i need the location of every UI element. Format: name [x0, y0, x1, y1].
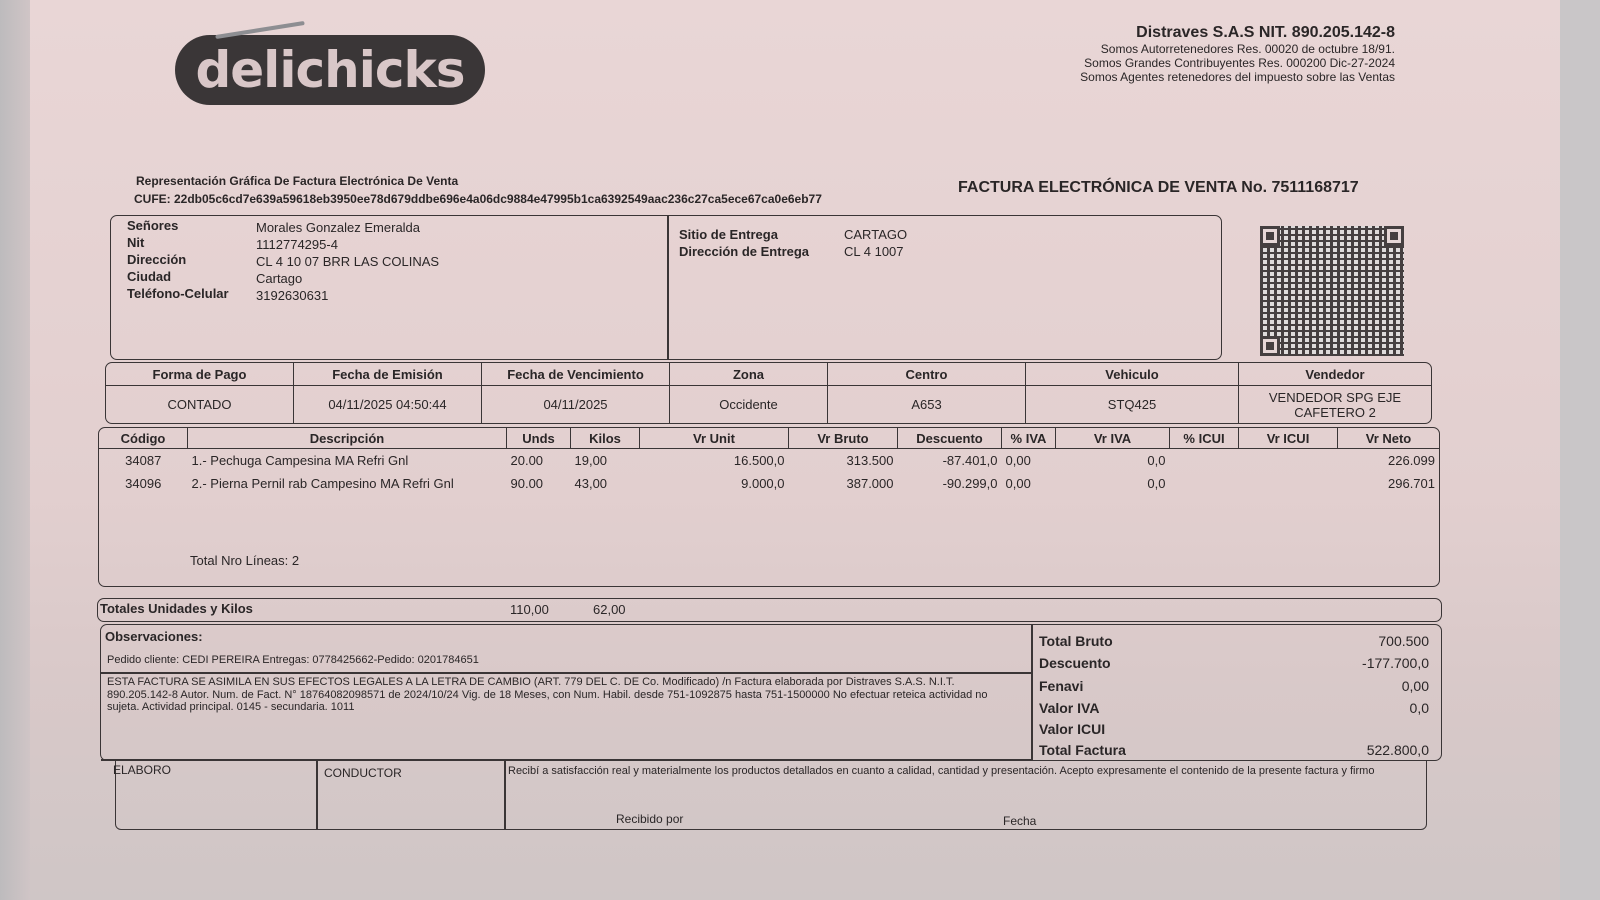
company-line: Somos Autorretenedores Res. 00020 de octubre 18/91.	[1100, 42, 1395, 56]
label-ciudad: Ciudad	[127, 269, 172, 284]
client-address: CL 4 10 07 BRR LAS COLINAS	[256, 254, 440, 269]
summary-value: 700.500	[1378, 633, 1429, 649]
header-pct-iva: % IVA	[1002, 428, 1056, 449]
summary-value: 0,00	[1401, 678, 1429, 694]
summary-total-factura	[1039, 742, 1429, 758]
codigo: 34087	[125, 453, 162, 468]
company-line: Somos Agentes retenedores del impuesto sobre las Ventas	[1080, 70, 1395, 84]
company-name: Distraves S.A.S NIT. 890.205.142-8	[1136, 24, 1395, 41]
logo-text: delichicks	[195, 41, 465, 99]
observations-legal: ESTA FACTURA SE ASIMILA EN SUS EFECTOS LEGALES A LA LETRA DE CAMBIO (ART. 779 DEL C. DE Co. Modificado) /n Factura elaborada por Distraves S.A.S. N.I.T. 890.205.142-8 Autor. Num. de Fact. N° 18764082098571 de 2024/10/24 Vig. de 18 Meses, con Num. Habil. desde 751-1092875 hasta 751-1500000 No efectuar reteica actividad no sujeta. Actividad principal. 0145 - secundaria. 1011	[107, 676, 988, 713]
unds: 90.00	[510, 476, 544, 491]
client-city: Cartago	[256, 271, 303, 286]
label-sitio-entrega: Sitio de Entrega	[679, 227, 778, 242]
client-name: Morales Gonzalez Emeralda	[256, 220, 421, 235]
observations-box	[100, 624, 1442, 761]
delivery-values	[844, 226, 907, 260]
label-senores: Señores	[127, 218, 179, 233]
pct-iva: 0,00	[1005, 453, 1031, 468]
elaboro-label: ELABORO	[113, 763, 172, 777]
label-telefono: Teléfono-Celular	[127, 286, 229, 301]
table-row	[99, 449, 1439, 473]
unds: 20.00	[510, 453, 544, 468]
summary-label: Descuento	[1039, 655, 1111, 671]
vr-icui	[1239, 472, 1338, 495]
client-phone: 3192630631	[256, 288, 329, 303]
codigo: 34096	[125, 476, 162, 491]
vr-bruto: 387.000	[846, 476, 894, 491]
header-fecha-vencimiento: Fecha de Vencimiento	[482, 363, 670, 386]
acceptance-text: Recibí a satisfacción real y materialmente los productos detallados en cuanto a calidad, cantidad y presentación. Acepto expresamente el contenido de la presente factura y firmo	[508, 765, 1375, 777]
header-forma-pago: Forma de Pago	[106, 363, 294, 386]
conductor-label: CONDUCTOR	[324, 766, 402, 780]
vendedor: VENDEDOR SPG EJE CAFETERO 2	[1268, 389, 1402, 420]
header-vehiculo: Vehiculo	[1026, 363, 1239, 386]
zona: Occidente	[670, 386, 828, 424]
pct-icui	[1170, 449, 1239, 473]
summary-label: Total Bruto	[1039, 633, 1113, 649]
divider	[504, 761, 506, 829]
header-vr-unit: Vr Unit	[640, 428, 789, 449]
descuento: -90.299,0	[942, 476, 998, 491]
summary-label: Total Factura	[1039, 742, 1126, 758]
delichicks-logo	[175, 35, 485, 105]
qr-finder	[1260, 226, 1280, 246]
client-labels	[127, 217, 229, 302]
summary-descuento	[1039, 655, 1429, 671]
summary-label: Valor ICUI	[1039, 721, 1106, 737]
header-centro: Centro	[828, 363, 1026, 386]
kilos: 43,00	[574, 476, 608, 491]
summary-value: 0,0	[1409, 700, 1429, 716]
divider	[667, 216, 669, 359]
summary-total-bruto	[1039, 633, 1429, 649]
summary-value: 522.800,0	[1366, 742, 1429, 758]
delivery-labels	[679, 226, 809, 260]
vr-unit: 9.000,0	[741, 476, 785, 491]
summary-label: Fenavi	[1039, 678, 1084, 694]
descripcion: 1.- Pechuga Campesina MA Refri Gnl	[191, 453, 409, 468]
fecha-vencimiento: 04/11/2025	[482, 386, 670, 424]
header-kilos: Kilos	[571, 428, 640, 449]
client-box	[110, 215, 1222, 360]
label-nit: Nit	[127, 235, 145, 250]
company-line: Somos Grandes Contribuyentes Res. 000200 Dic-27-2024	[1084, 56, 1395, 70]
pct-iva: 0,00	[1005, 476, 1031, 491]
fecha-emision: 04/11/2025 04:50:44	[294, 386, 482, 424]
invoice-title: FACTURA ELECTRÓNICA DE VENTA No. 7511168717	[958, 179, 1359, 196]
company-info	[1080, 24, 1395, 84]
vr-iva: 0,0	[1147, 476, 1166, 491]
summary-label: Valor IVA	[1039, 700, 1100, 716]
summary-value: -177.700,0	[1362, 655, 1429, 671]
vehiculo: STQ425	[1026, 386, 1239, 424]
qr-finder	[1384, 226, 1404, 246]
centro: A653	[828, 386, 1026, 424]
fecha-label: Fecha	[1003, 814, 1037, 828]
header-vr-icui: Vr ICUI	[1239, 428, 1338, 449]
header-vr-bruto: Vr Bruto	[789, 428, 898, 449]
invoice-info-table	[105, 362, 1432, 424]
vr-unit: 16.500,0	[733, 453, 785, 468]
header-vr-neto: Vr Neto	[1338, 428, 1440, 449]
total-lines: Total Nro Líneas: 2	[190, 553, 300, 568]
summary-valor-iva	[1039, 700, 1429, 716]
observations-pedido: Pedido cliente: CEDI PEREIRA Entregas: 0778425662-Pedido: 0201784651	[107, 654, 479, 666]
divider	[316, 761, 318, 829]
totals-bar	[97, 598, 1442, 622]
divider	[101, 672, 1031, 674]
divider	[1031, 625, 1033, 760]
vr-neto: 296.701	[1388, 476, 1435, 491]
pct-icui	[1170, 472, 1239, 495]
kilos: 19,00	[574, 453, 608, 468]
header-zona: Zona	[670, 363, 828, 386]
total-units: 110,00	[510, 602, 549, 617]
descuento: -87.401,0	[942, 453, 998, 468]
header-fecha-emision: Fecha de Emisión	[294, 363, 482, 386]
table-row	[99, 472, 1439, 495]
totals-label: Totales Unidades y Kilos	[100, 601, 253, 616]
descripcion: 2.- Pierna Pernil rab Campesino MA Refri Gnl	[191, 476, 454, 491]
header-descripcion: Descripción	[188, 428, 507, 449]
label-direccion-entrega: Dirección de Entrega	[679, 244, 810, 259]
qr-finder	[1260, 336, 1280, 356]
delivery-address: CL 4 1007	[844, 244, 904, 259]
summary-fenavi	[1039, 678, 1429, 694]
header-vendedor: Vendedor	[1239, 363, 1432, 386]
vr-iva: 0,0	[1147, 453, 1166, 468]
summary-valor-icui	[1039, 721, 1429, 737]
header-unds: Unds	[507, 428, 571, 449]
recibido-por-label: Recibido por	[616, 812, 684, 826]
qr-code-icon	[1260, 226, 1404, 356]
signature-box	[115, 760, 1427, 830]
cufe-code: CUFE: 22db05c6cd7e639a59618eb3950ee78d679ddbe696e4a06dc9884e47995b1ca6392549aac236c27ca5ece67ca0e6eb77	[134, 192, 822, 206]
header-codigo: Código	[99, 428, 188, 449]
representation-title: Representación Gráfica De Factura Electrónica De Venta	[136, 174, 459, 188]
vr-bruto: 313.500	[846, 453, 894, 468]
vr-neto: 226.099	[1388, 453, 1435, 468]
delivery-site: CARTAGO	[844, 227, 908, 242]
observations-title: Observaciones:	[105, 629, 203, 644]
total-kilos: 62,00	[593, 602, 626, 617]
header-vr-iva: Vr IVA	[1056, 428, 1170, 449]
header-pct-icui: % ICUI	[1170, 428, 1239, 449]
label-direccion: Dirección	[127, 252, 187, 267]
forma-pago: CONTADO	[106, 386, 294, 424]
client-values	[256, 219, 439, 304]
vr-icui	[1239, 449, 1338, 473]
client-nit: 1112774295-4	[256, 237, 338, 252]
items-table	[98, 427, 1440, 587]
header-descuento: Descuento	[898, 428, 1002, 449]
